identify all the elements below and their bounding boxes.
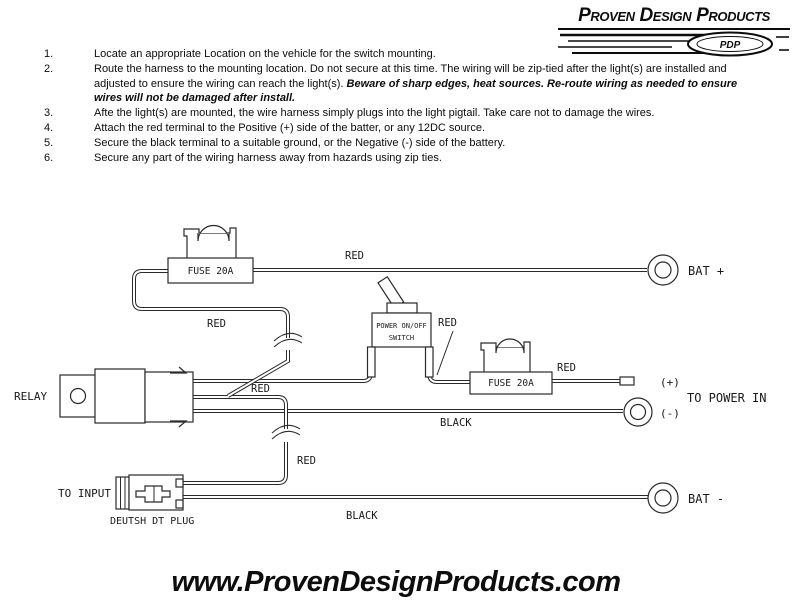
- spade-terminal: [620, 377, 634, 385]
- wire-label-red-fuse: RED: [557, 362, 576, 374]
- relay-component: [14, 367, 193, 427]
- instruction-text: Afte the light(s) are mounted, the wire harness simply plugs into the light pigtail. Take care not to damage the wires.: [94, 107, 655, 120]
- bat-plus-label: BAT +: [688, 264, 725, 278]
- wire-label-red-switch: RED: [438, 317, 457, 329]
- ring-terminal-inner: [655, 262, 671, 278]
- fuse-holder-top: [168, 225, 253, 283]
- relay-label: RELAY: [14, 390, 48, 403]
- ring-terminal-inner: [631, 405, 646, 420]
- fuse-top-label: FUSE 20A: [187, 266, 234, 277]
- wire-label-black-power: BLACK: [440, 417, 472, 429]
- instruction-number: 5.: [44, 136, 54, 149]
- wire-switch-to-fuse2: [429, 373, 470, 382]
- instruction-text: Attach the red terminal to the Positive (+) side of the batter, or any 12DC source.: [94, 121, 486, 134]
- instruction-number: 2.: [44, 62, 54, 75]
- instruction-number: 4.: [44, 121, 54, 134]
- instruction-text: Locate an appropriate Location on the vehicle for the switch mounting.: [94, 48, 436, 60]
- switch-pivot-base: [387, 303, 417, 313]
- plug-wedge-top: [176, 479, 183, 487]
- wire-label-red-relay: RED: [251, 383, 270, 395]
- deutsch-plug-component: [58, 475, 194, 527]
- wire-label-red-lower: RED: [297, 455, 316, 467]
- power-switch-component: [368, 277, 434, 377]
- red-label-leader-line: [437, 331, 453, 375]
- brand-name: Proven Design Products: [558, 5, 790, 30]
- instruction-text: Secure any part of the wiring harness away from hazards using zip ties.: [94, 151, 442, 164]
- brand-emblem: PDP: [719, 40, 741, 51]
- to-power-in-label: TO POWER IN: [687, 391, 767, 405]
- relay-connector: [145, 372, 193, 422]
- power-in-terminals: [620, 376, 766, 426]
- website-url: www.ProvenDesignProducts.com: [171, 566, 621, 598]
- instruction-number: 6.: [44, 151, 54, 164]
- switch-terminal-left: [368, 347, 376, 377]
- wire-relay-to-switch: [193, 373, 371, 381]
- ring-terminal-inner: [655, 490, 671, 506]
- instruction-text: Route the harness to the mounting location. Do not secure at this time. The wiring will be zip-tied after the light(s) are installed and adjusted to ensure the wiring can reach the light(s). Beware of sharp edges, heat sources. Re-route wiring as needed to ensure wires will not be damaged after install.: [94, 62, 738, 105]
- power-plus-label: (+): [660, 376, 680, 389]
- relay-body: [95, 369, 145, 423]
- switch-label-line1: POWER ON/OFF: [376, 322, 427, 330]
- plug-wedge-bottom: [176, 500, 183, 508]
- instruction-number: 1.: [44, 48, 54, 60]
- instruction-warning-bold: Beware of sharp edges, heat sources. Re-route wiring as needed to ensure wires will not be damaged after install.: [94, 77, 738, 105]
- bat-minus-label: BAT -: [688, 492, 725, 506]
- plug-label: DEUTSH DT PLUG: [110, 516, 195, 527]
- fuse-holder-middle: [470, 339, 552, 394]
- bat-minus-terminal: [648, 483, 724, 513]
- bat-plus-terminal: [648, 255, 724, 285]
- switch-label-line2: SWITCH: [388, 334, 415, 342]
- instruction-text: Secure the black terminal to a suitable ground, or the Negative (-) side of the battery.: [94, 136, 506, 149]
- wire-label-red-loop: RED: [207, 318, 226, 330]
- plug-body: [129, 475, 183, 510]
- fuse-mid-label: FUSE 20A: [488, 378, 534, 389]
- to-input-label: TO INPUT: [58, 487, 111, 500]
- wire-label-black-ground: BLACK: [346, 510, 378, 522]
- power-minus-label: (-): [660, 407, 680, 420]
- wire-label-red-top: RED: [345, 250, 364, 262]
- relay-mount-hole: [71, 389, 86, 404]
- instruction-number: 3.: [44, 107, 54, 120]
- switch-terminal-right: [426, 347, 434, 377]
- plug-ribbed-end: [116, 477, 129, 509]
